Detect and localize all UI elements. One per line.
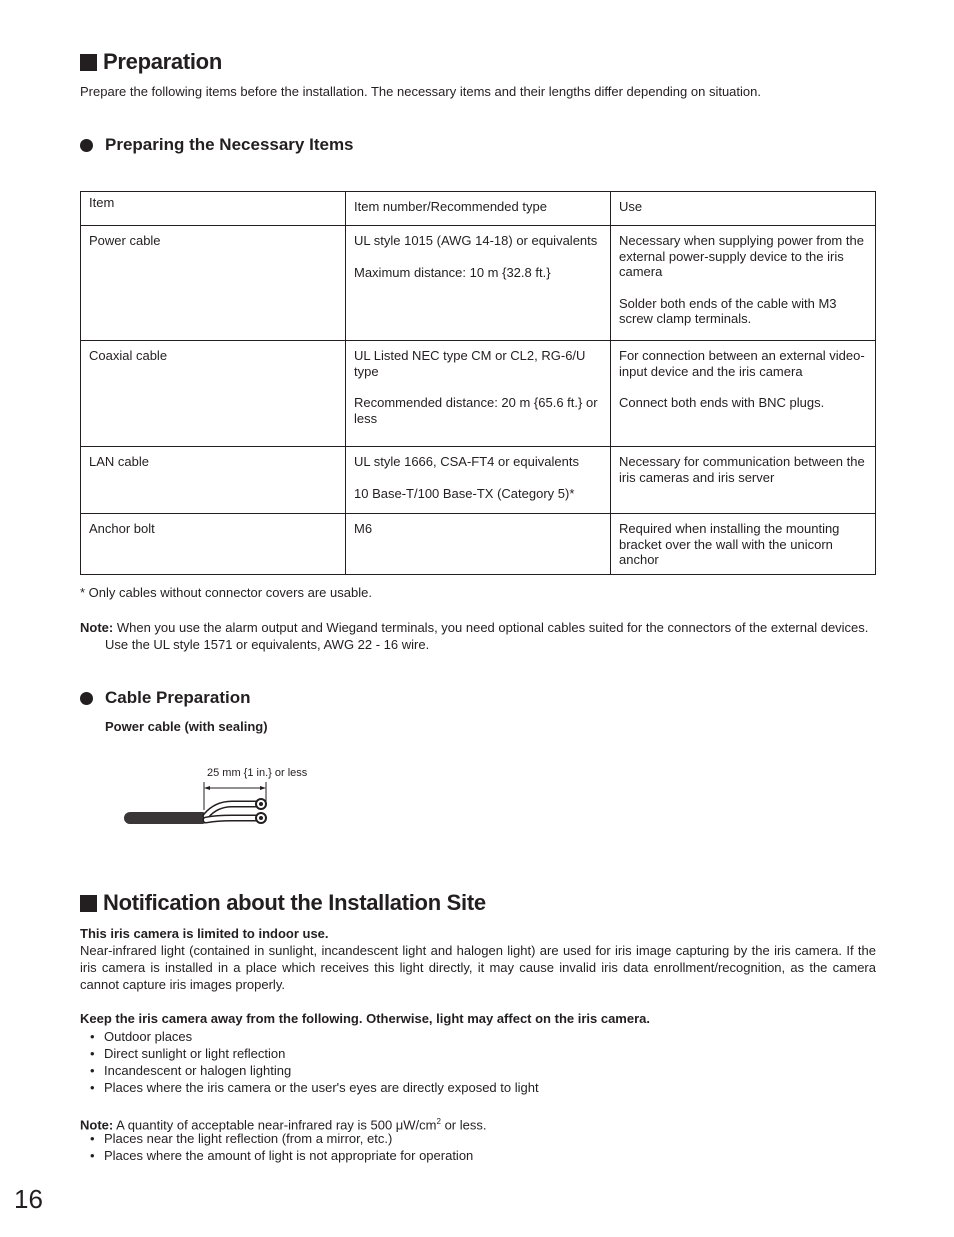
list-item: • Outdoor places	[90, 1028, 539, 1045]
table-header-row	[81, 192, 876, 226]
type-line: 10 Base-T/100 Base-TX (Category 5)*	[354, 485, 575, 501]
table-footnote: * Only cables without connector covers are usable.	[80, 585, 372, 600]
cell-use	[611, 341, 876, 447]
note-label: Note:	[80, 1117, 114, 1133]
use-line: Solder both ends of the cable with M3 screw clamp terminals.	[619, 295, 837, 326]
header-type: Item number/Recommended type	[346, 192, 611, 226]
indoor-heading: This iris camera is limited to indoor use.	[80, 926, 329, 941]
list-item: • Incandescent or halogen lighting	[90, 1062, 539, 1079]
cell-use	[611, 514, 876, 575]
header-item: Item	[81, 192, 346, 226]
list-item: • Places near the light reflection (from a mirror, etc.)	[90, 1130, 473, 1147]
cell-type	[346, 447, 611, 514]
cell-item: Power cable	[81, 226, 346, 341]
subsection-cable-preparation	[80, 688, 251, 708]
preparation-intro: Prepare the following items before the installation. The necessary items and their lengths differ depending on situation.	[80, 84, 761, 99]
note-optional-cables	[80, 619, 876, 653]
square-bullet-icon	[80, 895, 97, 912]
power-cable-diagram	[120, 780, 280, 830]
circle-bullet-icon	[80, 139, 93, 152]
cell-item: Anchor bolt	[81, 514, 346, 575]
cell-item: Coaxial cable	[81, 341, 346, 447]
section-title-preparation	[80, 49, 222, 75]
note-label: Note:	[80, 620, 114, 635]
table-row	[81, 341, 876, 447]
use-line: Necessary when supplying power from the external power-supply device to the iris camera	[619, 233, 864, 279]
note-text: A quantity of acceptable near-infrared ray is 500 μW/cm	[116, 1117, 437, 1133]
circle-bullet-icon	[80, 692, 93, 705]
section-title-installation-site	[80, 890, 486, 916]
type-line: Maximum distance: 10 m {32.8 ft.}	[354, 264, 551, 280]
necessary-items-table	[80, 191, 876, 575]
cable-prep-title: Cable Preparation	[105, 688, 251, 707]
table-row	[81, 447, 876, 514]
necessary-items-title: Preparing the Necessary Items	[105, 135, 354, 154]
type-line: M6	[354, 521, 373, 536]
type-line: UL style 1015 (AWG 14-18) or equivalents	[354, 233, 598, 248]
list-item: • Places where the amount of light is not appropriate for operation	[90, 1147, 473, 1164]
use-line: Connect both ends with BNC plugs.	[619, 395, 825, 410]
subsection-necessary-items	[80, 135, 354, 155]
indoor-text: Near-infrared light (contained in sunlight, incandescent light and halogen light) are used for iris image capturing by the iris camera. If the iris camera is installed in a place which receives this light directly, it may cause invalid iris data enrollment/recognition, as the camera cannot capture iris images properly.	[80, 943, 876, 992]
preparation-title: Preparation	[103, 49, 222, 74]
note-superscript: 2	[436, 1117, 441, 1126]
cell-use	[611, 447, 876, 514]
dimension-label: 25 mm {1 in.} or less	[207, 767, 308, 779]
header-use: Use	[611, 192, 876, 226]
cell-item: LAN cable	[81, 447, 346, 514]
note-text-end: or less.	[440, 1117, 487, 1133]
list-item: • Places where the iris camera or the user's eyes are directly exposed to light	[90, 1079, 539, 1096]
keep-away-list	[90, 1028, 539, 1096]
use-line: For connection between an external video-input device and the iris camera	[619, 348, 865, 379]
type-line: UL Listed NEC type CM or CL2, RG-6/U type	[354, 348, 586, 379]
list-item: • Direct sunlight or light reflection	[90, 1045, 539, 1062]
cable-prep-subtitle: Power cable (with sealing)	[105, 719, 268, 734]
cell-use	[611, 226, 876, 341]
site-title: Notification about the Installation Site	[103, 890, 486, 915]
use-line: Required when installing the mounting bracket over the wall with the unicorn anchor	[619, 521, 840, 567]
cell-type	[346, 341, 611, 447]
type-line: UL style 1666, CSA-FT4 or equivalents	[354, 454, 579, 469]
square-bullet-icon	[80, 54, 97, 71]
cell-type	[346, 226, 611, 341]
keep-away-heading: Keep the iris camera away from the following. Otherwise, light may affect on the iris camera.	[80, 1011, 651, 1026]
table-row	[81, 514, 876, 575]
table-row	[81, 226, 876, 341]
page-number: 16	[14, 1184, 43, 1214]
note-text: When you use the alarm output and Wiegand terminals, you need optional cables suited for the connectors of the external devices. Use the UL style 1571 or equivalents, AWG 22 - 16 wire.	[105, 620, 869, 652]
cell-type	[346, 514, 611, 575]
note-list	[90, 1130, 473, 1164]
use-line: Necessary for communication between the iris cameras and iris server	[619, 454, 865, 485]
type-line: Recommended distance: 20 m {65.6 ft.} or less	[354, 395, 598, 426]
